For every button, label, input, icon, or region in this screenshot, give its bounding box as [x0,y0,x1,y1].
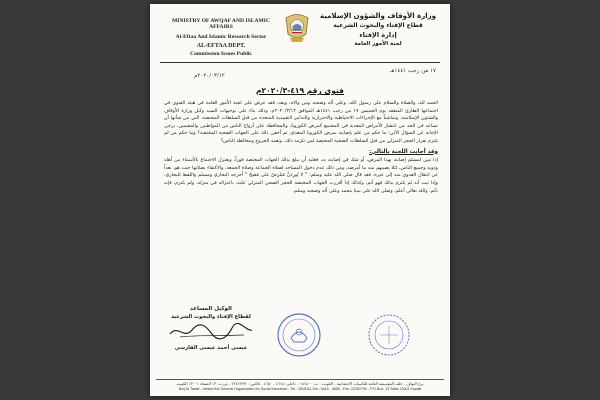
department-stamp-icon [366,312,412,358]
document-page [150,4,450,396]
signatory-name: عيسى أحمد عيسى الفارسي [174,345,248,351]
ministry-name-en: MINISTRY OF AWQAF AND ISLAMIC AFFAIRS [171,18,270,30]
kuwait-emblem-icon [282,12,312,46]
letterhead-english [160,18,282,57]
committee-name-en: Commission Issues Public [190,51,252,57]
answer-heading: وقد أجابت اللجنة بالتالي: [369,148,438,155]
ministry-name-ar: وزارة الأوقاف والشؤون الإسلامية [319,12,437,20]
date-gregorian: ٢٠٢٠/٠٣/١٢م [194,73,225,79]
signatory-role: لقطاع الإفتاء والبحوث الشرعية [171,314,251,320]
dept-name-en: AL-EFTAA DEPT. [196,43,246,49]
date-hijri: ١٧ من رجب ١٤٤١هـ [389,68,436,74]
committee-name-ar: لجنة الأمور العامة [354,41,402,47]
answer-paragraph: إذا تبين لمسلم إصابته بهذا المرض، أو شك في إصابته به، فعليه أن يبلغ بذلك الجهات المختصة فوراً، ويعتزل الاجتماع بالأسماء من أهله وذويه وجميع الناس، لئلا يصيبهم منه ما أمرضه، ومن ذلك عدم دخول المساجد لصلاة الجماعة وصلاة الجمعة، والاكتفاء بصلاتها حيث هو، بعداً عن انتقال العدوى منه إلى غيره، فقد قال صلى الله عليه وسلم: " لا يُورِدَنَّ مُمْرِضٌ على مُصِحّ " أخرجه البخاري ومسلم واللفظ للبخاري. وإذا ثبت أنه لم يلتزم بذلك فهو آثم، وكذلك إذا أقررت الجهات المختصة الحجر الصحي المنزلي عليه، باعتزاله في منزله، ولم يلتزم، فإنه يأثم. والله تعالى أعلم، وصلى الله على نبينا محمد وعلى آله وصحبه وسلم. [164,158,438,194]
handwritten-signature-icon [166,322,256,342]
sector-name-ar: قطاع الإفتاء والبحوث الشرعية [333,22,423,29]
footer-address-ar: برج التواف - خلف المؤسسة العامة للتأمينات الاجتماعية - الكويت - ت: ١٨١٥٠٠ - داخلي: ٤٦١٥ - ٤٦٥٠ - فاكس: ٢٢٤٢٢٧٩٠ - ص.ب: ١٣ الصفاة ١٣٠٠١ الكويت [176,381,424,386]
fatwa-body [164,100,438,195]
dept-name-ar: إدارة الإفتاء [359,31,397,39]
header-divider [160,62,440,63]
sector-name-en: Al-Eftaa And Islamic Research Sector [175,34,267,40]
fatwa-title: فتوى رقم ٤١٩-٢٠٢٠/٣م [256,86,344,95]
ministry-seal-icon [276,312,322,358]
signatory-title: الوكيل المساعد [190,306,232,312]
footer-address-en: Burj Al Tawaf - behind the General Organization for Social Insurance - Tel.: 1818111 Ext.: 4615 - 4650 - Fax: 22262790 - P.O.Box: 13 Safat 13001 Kuwait [178,387,422,391]
question-paragraph: الحمد لله، والصلاة والسلام على رسول الله، وعلى آله وصحبه ومن والاه، وبعد، فقد عرض على لجنة الأمور العامة في هيئة الفتوى في اجتماعها الطارئ المنعقد يوم الخميس ١٧ من رجب ١٤٤١هـ الموافق ٢٠٢٠/٣/١٢م، وذلك بناء على توجيهات السيد وكيل وزارة الأوقاف والشئون الإسلامية، وتماشياً مع الإجراءات الاحتياطية والاحترازية والتدابير التقييدية المتخذة من قبل السلطات المختصة، التي من شأنها أن تساعد في الحد من انتشار الأمراض المعدية في المجتمع كمرض الكورونا، والمحافظة على أرواح الناس من المواطنين والمقيمين، يرجى الإجابة عن السؤال الآتي: ما حكم من علم بإصابته بمرض الكورونا المعدي، ثم أخفى ذلك على الجهات الصحية المختصة؟ وما حكم من لم يلتزم بقرار الحجر المنزلي من قبل السلطات الصحية المختصة لمن تلزمه ذلك، وتعمد الخروج ومخالطة الناس؟ [164,101,438,144]
footer-divider [156,379,444,380]
letterhead-arabic [316,12,440,47]
signature-block [164,306,258,351]
